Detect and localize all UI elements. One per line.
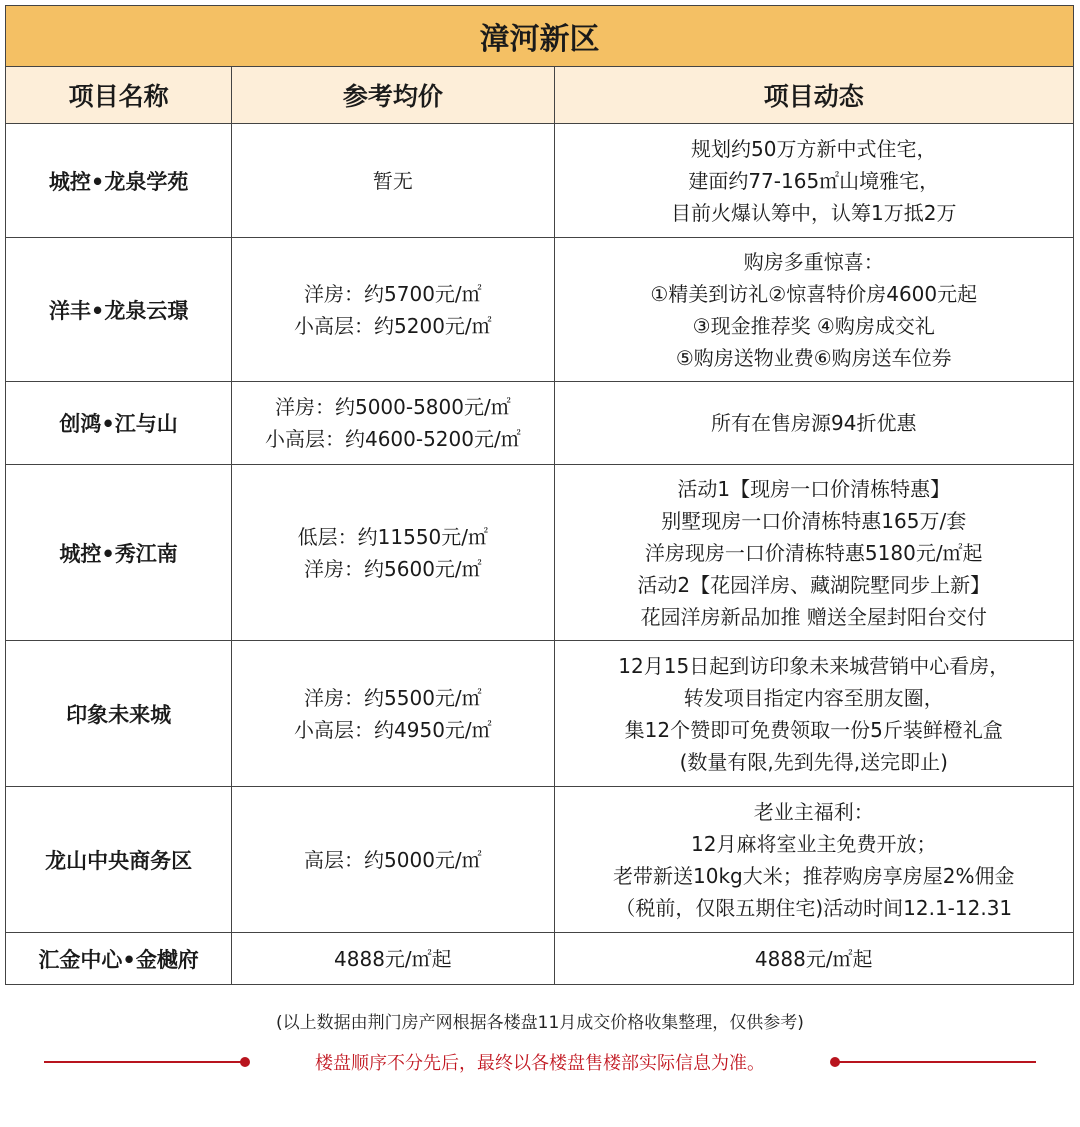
price-cell bbox=[232, 465, 554, 641]
news-line: 建面约77-165㎡山境雅宅， bbox=[688, 168, 940, 193]
news-line: ③现金推荐奖 ④购房成交礼 bbox=[692, 313, 935, 338]
price-cell bbox=[232, 124, 554, 238]
decorative-dot-left bbox=[240, 1057, 250, 1067]
price-line: 高层：约5000元/㎡ bbox=[304, 847, 482, 872]
news-line: 12月15日起到访印象未来城营销中心看房， bbox=[618, 653, 1010, 678]
header-project-name: 项目名称 bbox=[6, 67, 232, 124]
disclaimer-text: 楼盘顺序不分先后，最终以各楼盘售楼部实际信息为准。 bbox=[315, 1053, 765, 1074]
price-line: 小高层：约5200元/㎡ bbox=[294, 313, 492, 338]
news-line: （税前，仅限五期住宅)活动时间12.1-12.31 bbox=[615, 895, 1013, 920]
news-line: 4888元/㎡起 bbox=[754, 946, 873, 971]
data-source-footnote: (以上数据由荆门房产网根据各楼盘11月成交价格收集整理，仅供参考) bbox=[276, 1013, 804, 1033]
decorative-rule-left bbox=[44, 1061, 244, 1063]
table-row bbox=[6, 124, 1074, 238]
price-line: 4888元/㎡起 bbox=[334, 946, 452, 971]
table-row bbox=[6, 465, 1074, 641]
project-name: 创鸿•江与山 bbox=[6, 382, 232, 465]
disclaimer-row bbox=[0, 1045, 1080, 1079]
project-name: 龙山中央商务区 bbox=[6, 787, 232, 933]
table-row bbox=[6, 787, 1074, 933]
price-cell bbox=[232, 238, 554, 382]
price-line: 洋房：约5000-5800元/㎡ bbox=[274, 395, 511, 419]
news-line: ①精美到访礼②惊喜特价房4600元起 bbox=[650, 281, 978, 306]
project-name: 洋丰•龙泉云璟 bbox=[6, 238, 232, 382]
news-line: 目前火爆认筹中，认筹1万抵2万 bbox=[671, 200, 957, 225]
price-line: 小高层：约4950元/㎡ bbox=[294, 717, 492, 742]
table-row bbox=[6, 933, 1074, 985]
table-row bbox=[6, 641, 1074, 787]
price-table bbox=[5, 5, 1074, 985]
news-line: 老业主福利： bbox=[753, 799, 874, 824]
price-line: 低层：约11550元/㎡ bbox=[297, 524, 489, 549]
header-reference-price: 参考均价 bbox=[232, 67, 554, 124]
news-cell bbox=[554, 382, 1074, 465]
news-cell bbox=[554, 238, 1074, 382]
news-cell bbox=[554, 465, 1074, 641]
news-line: 老带新送10kg大米；推荐购房享房屋2%佣金 bbox=[613, 863, 1015, 888]
news-line: 活动2【花园洋房、藏湖院墅同步上新】 bbox=[637, 572, 991, 597]
news-line: 转发项目指定内容至朋友圈， bbox=[683, 685, 944, 710]
news-cell bbox=[554, 641, 1074, 787]
price-line: 暂无 bbox=[372, 168, 413, 193]
price-cell bbox=[232, 382, 554, 465]
news-cell bbox=[554, 933, 1074, 985]
table-title: 漳河新区 bbox=[6, 6, 1074, 67]
header-project-news: 项目动态 bbox=[554, 67, 1074, 124]
news-cell bbox=[554, 787, 1074, 933]
project-name: 印象未来城 bbox=[6, 641, 232, 787]
project-name: 汇金中心•金樾府 bbox=[6, 933, 232, 985]
price-cell bbox=[232, 933, 554, 985]
news-cell bbox=[554, 124, 1074, 238]
news-line: 12月麻将室业主免费开放； bbox=[691, 831, 937, 856]
table-title-row bbox=[6, 6, 1074, 67]
table-row bbox=[6, 238, 1074, 382]
news-line: 活动1【现房一口价清栋特惠】 bbox=[677, 476, 951, 501]
decorative-rule-right bbox=[836, 1061, 1036, 1063]
price-line: 洋房：约5600元/㎡ bbox=[304, 556, 482, 581]
news-line: 花园洋房新品加推 赠送全屋封阳台交付 bbox=[640, 604, 987, 629]
news-line: (数量有限,先到先得,送完即止) bbox=[679, 749, 948, 774]
price-line: 洋房：约5700元/㎡ bbox=[304, 281, 482, 306]
news-line: 别墅现房一口价清栋特惠165万/套 bbox=[661, 508, 967, 533]
news-line: 洋房现房一口价清栋特惠5180元/㎡起 bbox=[644, 540, 983, 565]
price-line: 小高层：约4600-5200元/㎡ bbox=[264, 427, 521, 451]
news-line: 购房多重惊喜： bbox=[743, 249, 884, 274]
news-line: 集12个赞即可免费领取一份5斤装鲜橙礼盒 bbox=[624, 717, 1003, 742]
project-name: 城控•秀江南 bbox=[6, 465, 232, 641]
project-name: 城控•龙泉学苑 bbox=[6, 124, 232, 238]
news-line: 所有在售房源94折优惠 bbox=[711, 411, 917, 435]
table-row bbox=[6, 382, 1074, 465]
news-line: ⑤购房送物业费⑥购房送车位券 bbox=[675, 345, 952, 370]
price-line: 洋房：约5500元/㎡ bbox=[304, 685, 482, 710]
price-table-container bbox=[5, 5, 1074, 985]
price-cell bbox=[232, 641, 554, 787]
news-line: 规划约50万方新中式住宅， bbox=[691, 136, 937, 161]
table-header-row bbox=[6, 67, 1074, 124]
price-cell bbox=[232, 787, 554, 933]
